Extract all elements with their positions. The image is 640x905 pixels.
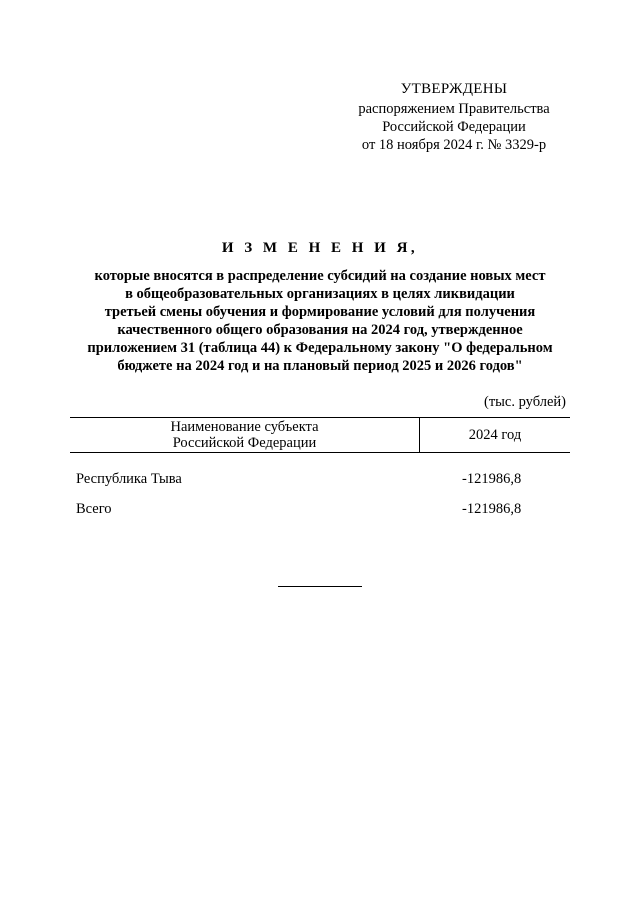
row-subject-name: Всего [76, 501, 112, 517]
units-label: (тыс. рублей) [484, 394, 566, 410]
approved-title: УТВЕРЖДЕНЫ [400, 81, 508, 97]
document-heading [60, 240, 580, 375]
approval-line-2: Российской Федерации [382, 119, 526, 135]
end-divider [278, 586, 362, 587]
table-row [76, 471, 570, 488]
table-header [70, 417, 570, 453]
header-subject-line-2: Российской Федерации [172, 435, 317, 451]
row-value: -121986,8 [462, 501, 522, 517]
row-value: -121986,8 [462, 471, 522, 487]
subtitle-line: качественного общего образования на 2024 год, утвержденное [117, 322, 523, 338]
subtitle-line: третьей смены обучения и формирование условий для получения [104, 304, 536, 320]
approval-line-3: от 18 ноября 2024 г. № 3329-р [361, 137, 547, 153]
subtitle-line: приложением 31 (таблица 44) к Федеральному закону "О федеральном [87, 340, 553, 356]
table-row-total [76, 501, 570, 518]
document-subtitle [60, 267, 580, 375]
approval-line-1: распоряжением Правительства [358, 101, 550, 117]
subtitle-line: в общеобразовательных организациях в целях ликвидации [125, 286, 515, 302]
document-title: И З М Е Н Е Н И Я, [221, 240, 419, 256]
subtitle-line: бюджете на 2024 год и на плановый период 2025 и 2026 годов" [117, 358, 523, 374]
header-subject-name [70, 418, 420, 452]
header-subject-line-1: Наименование субъекта [170, 419, 319, 435]
header-year: 2024 год [468, 426, 522, 443]
row-subject-name: Республика Тыва [76, 471, 182, 487]
subtitle-line: которые вносятся в распределение субсидий на создание новых мест [94, 268, 546, 284]
approval-stamp [340, 80, 568, 154]
